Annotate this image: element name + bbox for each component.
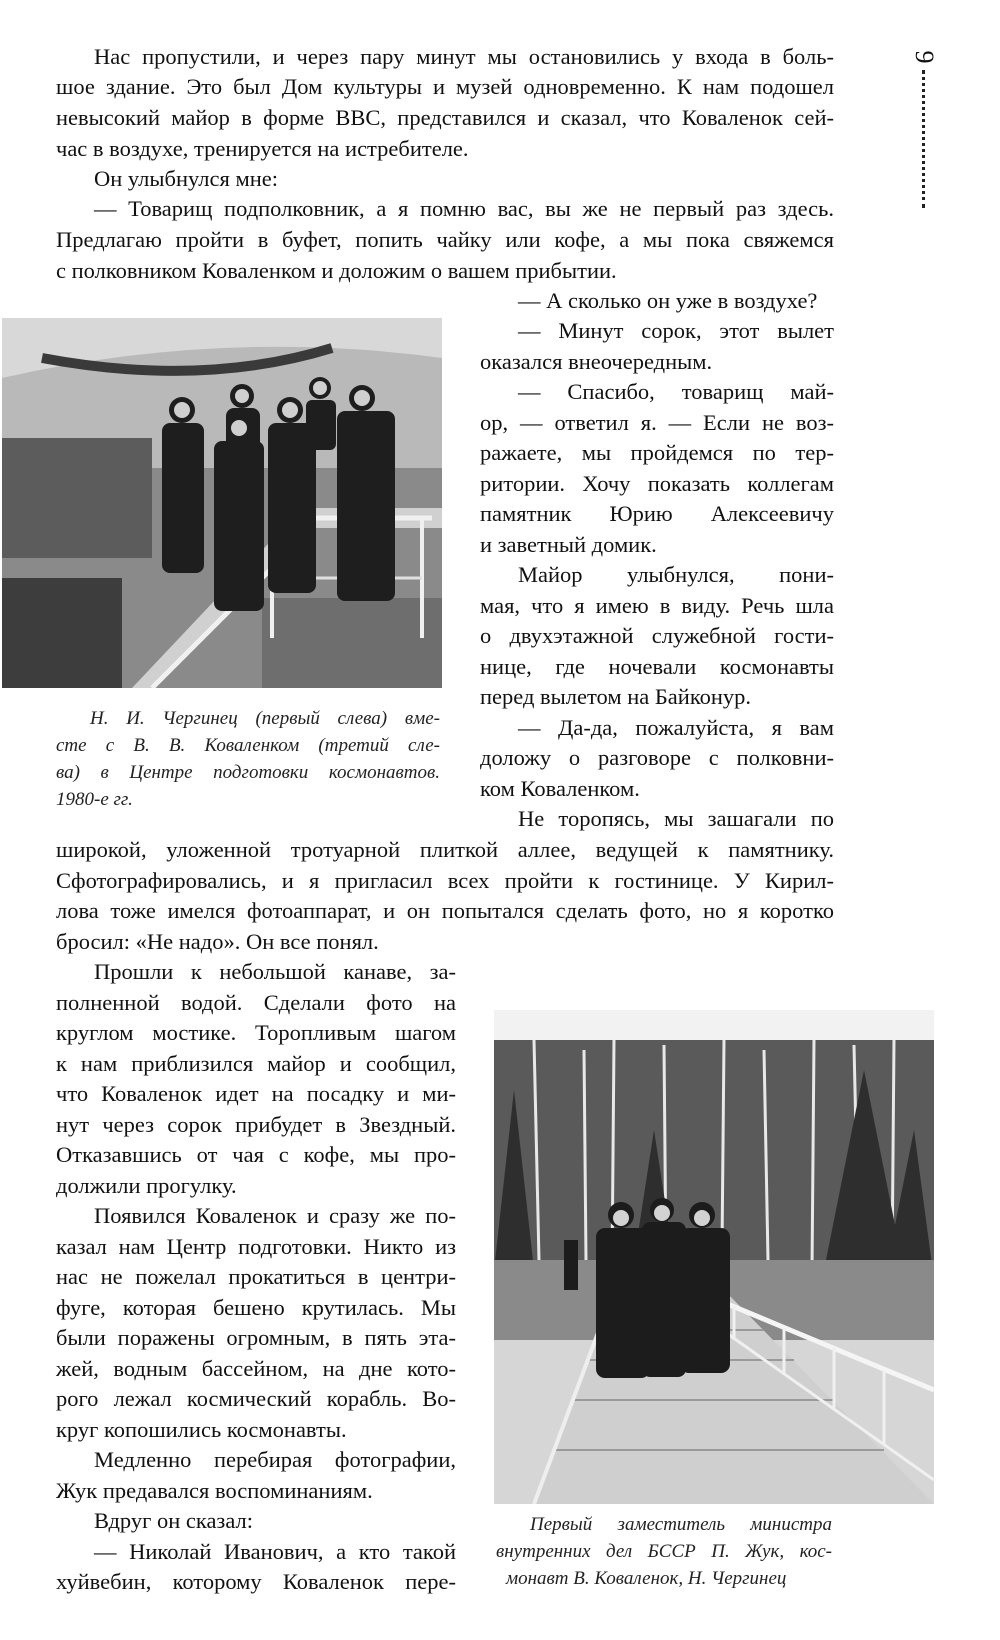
text-line: были поражены огромным, в пять эта- — [56, 1325, 456, 1350]
text-line: Предлагаю пройти в буфет, попить чайку или кофе, а мы пока свяжемся — [56, 227, 834, 252]
photo-caption-line: Первый заместитель министра — [530, 1514, 832, 1535]
text-line: Жук предавался воспоминаниям. — [56, 1478, 373, 1503]
photo-caption-line: сте с В. В. Коваленком (третий сле- — [56, 735, 440, 756]
photo-caption-line: монавт В. Коваленок, Н. Чергинец — [506, 1568, 787, 1589]
text-line: доложу о разговоре с полковни- — [480, 745, 834, 770]
text-line: Вдруг он сказал: — [94, 1508, 253, 1533]
text-line: бросил: «Не надо». Он все понял. — [56, 929, 379, 954]
text-line: шое здание. Это был Дом культуры и музей одновременно. К нам подошел — [56, 74, 834, 99]
text-line: невысокий майор в форме ВВС, представился и сказал, что Коваленок сей- — [56, 105, 834, 130]
text-line: нут через сорок прибудет в Звездный. — [56, 1112, 456, 1137]
text-line: что Коваленок идет на посадку и ми- — [56, 1081, 456, 1106]
text-line: и заветный домик. — [480, 532, 657, 557]
text-line: перед вылетом на Байконур. — [480, 684, 752, 709]
text-line: ком Коваленком. — [480, 776, 640, 801]
page-number: 9 — [910, 50, 939, 64]
text-line: Сфотографировались, и я пригласил всех пройти к гостинице. У Кирил- — [56, 868, 834, 893]
text-line: мая, что я имею в виду. Речь шла — [480, 593, 834, 618]
text-line: должили прогулку. — [56, 1173, 237, 1198]
text-line: полненной водой. Сделали фото на — [56, 990, 456, 1015]
text-line: — Да-да, пожалуйста, я вам — [518, 715, 834, 740]
photo-men-on-bridge — [494, 1010, 934, 1504]
text-line: — Спасибо, товарищ май- — [518, 379, 834, 404]
text-line: — А сколько он уже в воздухе? — [518, 288, 818, 313]
text-line: Нас пропустили, и через пару минут мы остановились у входа в боль- — [94, 44, 834, 69]
text-line: Не торопясь, мы зашагали по — [518, 806, 834, 831]
text-line: ритории. Хочу показать коллегам — [480, 471, 834, 496]
text-line: о двухэтажной служебной гости- — [480, 623, 834, 648]
text-line: Прошли к небольшой канаве, за- — [94, 959, 456, 984]
text-line: хуйвебин, которому Коваленок пере- — [56, 1569, 456, 1594]
text-line: Медленно перебирая фотографии, — [94, 1447, 456, 1472]
text-line: нице, где ночевали космонавты — [480, 654, 834, 679]
text-line: широкой, уложенной тротуарной плиткой аллее, ведущей к памятнику. — [56, 837, 834, 862]
text-line: памятник Юрию Алексеевичу — [480, 501, 834, 526]
photo-caption-line: ва) в Центре подготовки космонавтов. — [56, 762, 440, 783]
text-line: ражаете, мы пройдемся по тер- — [480, 440, 834, 465]
text-line: лова тоже имелся фотоаппарат, и он попытался сделать фото, но я коротко — [56, 898, 834, 923]
text-line: — Минут сорок, этот вылет — [518, 318, 834, 343]
photo-group-on-stairs — [2, 318, 442, 688]
text-line: к нам приблизился майор и сообщил, — [56, 1051, 456, 1076]
text-line: жей, водным бассейном, на дне кото- — [56, 1356, 456, 1381]
text-line: нас не пожелал прокатиться в центри- — [56, 1264, 456, 1289]
text-line: круглом мостике. Торопливым шагом — [56, 1020, 456, 1045]
text-line: — Николай Иванович, а кто такой — [94, 1539, 456, 1564]
text-line: казал нам Центр подготовки. Никто из — [56, 1234, 456, 1259]
text-line: Отказавшись от чая с кофе, мы про- — [56, 1142, 456, 1167]
text-line: час в воздухе, тренируется на истребителе. — [56, 136, 469, 161]
text-line: Майор улыбнулся, пони- — [518, 562, 834, 587]
text-line: с полковником Коваленком и доложим о вашем прибытии. — [56, 258, 617, 283]
text-line: фуге, которая бешено крутилась. Мы — [56, 1295, 456, 1320]
photo-caption-line: Н. И. Чергинец (первый слева) вме- — [90, 708, 440, 729]
photo-caption-line: 1980-е гг. — [56, 789, 133, 810]
photo-caption-line: внутренних дел БССР П. Жук, кос- — [496, 1541, 832, 1562]
text-line: Появился Коваленок и сразу же по- — [94, 1203, 456, 1228]
text-line: оказался внеочередным. — [480, 349, 713, 374]
text-line: ор, — ответил я. — Если не воз- — [480, 410, 834, 435]
text-line: Он улыбнулся мне: — [94, 166, 278, 191]
margin-dotted-rule — [922, 70, 925, 208]
text-line: круг копошились космонавты. — [56, 1417, 347, 1442]
text-line: рого лежал космический корабль. Во- — [56, 1386, 456, 1411]
text-line: — Товарищ подполковник, а я помню вас, вы же не первый раз здесь. — [94, 196, 834, 221]
